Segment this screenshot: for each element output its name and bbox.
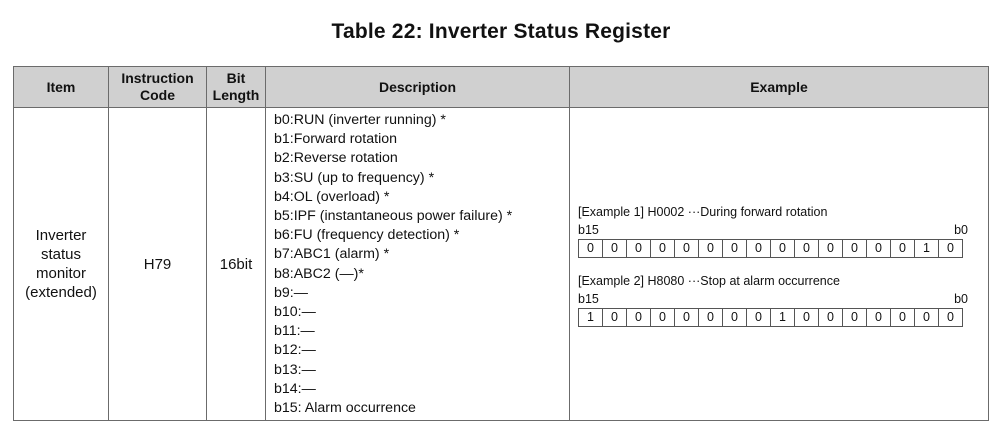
- cell-item: [14, 108, 109, 421]
- header-bit-length: Bit Length: [207, 67, 266, 108]
- example-1-msb-label: b15: [578, 222, 599, 237]
- table-title: Table 22: Inverter Status Register: [331, 20, 671, 43]
- bit-cell: 1: [915, 239, 939, 257]
- example-1-bit-labels: [578, 223, 968, 238]
- bit-cell: 0: [795, 308, 819, 326]
- description-line: b0:RUN (inverter running) *: [274, 112, 446, 128]
- description-line: b10:—: [274, 304, 316, 321]
- header-example: Example: [570, 67, 989, 108]
- bit-cell: 0: [915, 308, 939, 326]
- description-line: b12:—: [274, 342, 316, 359]
- example-2-bit-grid: [578, 308, 963, 327]
- example-1-lsb-label: b0: [954, 222, 968, 237]
- bit-cell: 0: [867, 239, 891, 257]
- example-2-bit-labels: [578, 292, 968, 307]
- bit-cell: 0: [651, 239, 675, 257]
- bit-cell: 0: [843, 308, 867, 326]
- example-2: [578, 273, 982, 327]
- bit-cell: 1: [771, 308, 795, 326]
- bit-cell: 0: [603, 239, 627, 257]
- bit-cell: 0: [819, 308, 843, 326]
- header-item: Item: [14, 67, 109, 108]
- description-line: b9:—: [274, 284, 308, 301]
- bit-cell: 0: [699, 308, 723, 326]
- bit-cell: 0: [819, 239, 843, 257]
- header-instruction-code: Instruction Code: [109, 67, 207, 108]
- bit-cell: 0: [603, 308, 627, 326]
- description-line: b1:Forward rotation: [274, 131, 398, 148]
- bit-cell: 0: [699, 239, 723, 257]
- bit-cell: 0: [867, 308, 891, 326]
- bit-cell: 1: [579, 308, 603, 326]
- inverter-status-register-table: [13, 66, 989, 421]
- description-line: b15: Alarm occurrence: [274, 400, 416, 417]
- header-description: Description: [266, 67, 570, 108]
- description-line: b6:FU (frequency detection) *: [274, 227, 460, 244]
- bit-cell: 0: [891, 239, 915, 257]
- description-line: b4:OL (overload) *: [274, 188, 390, 205]
- bit-cell: 0: [627, 239, 651, 257]
- description-line: b3:SU (up to frequency) *: [274, 169, 435, 186]
- description-line: b13:—: [274, 361, 316, 378]
- bit-cell: 0: [771, 239, 795, 257]
- bit-cell: 0: [651, 308, 675, 326]
- description-line: b11:—: [274, 323, 315, 340]
- bit-cell: 0: [843, 239, 867, 257]
- description-line: b2:Reverse rotation: [274, 150, 398, 167]
- bit-cell: 0: [675, 308, 699, 326]
- bit-cell: 0: [627, 308, 651, 326]
- bit-cell: 0: [675, 239, 699, 257]
- bit-cell: 0: [747, 239, 771, 257]
- example-1-bit-row: [579, 239, 963, 257]
- bit-cell: 0: [723, 239, 747, 257]
- bit-cell: 0: [723, 308, 747, 326]
- description-list: [274, 111, 564, 418]
- description-line: b7:ABC1 (alarm) *: [274, 246, 390, 263]
- item-text: Inverter status monitor (extended): [25, 227, 97, 302]
- example-2-msb-label: b15: [578, 291, 599, 306]
- example-2-caption: [Example 2] H8080 ···Stop at alarm occurrence: [578, 273, 840, 288]
- example-1: [578, 204, 982, 258]
- example-1-bit-grid: [578, 239, 963, 258]
- cell-example: [570, 108, 989, 421]
- bit-cell: 0: [891, 308, 915, 326]
- example-2-bit-row: [579, 308, 963, 326]
- header-row: [14, 67, 989, 108]
- description-line: b5:IPF (instantaneous power failure) *: [274, 208, 513, 225]
- example-1-caption: [Example 1] H0002 ···During forward rotation: [578, 204, 828, 219]
- cell-description: [266, 108, 570, 421]
- description-line: b8:ABC2 (—)*: [274, 265, 364, 282]
- cell-bit-length: 16bit: [207, 108, 266, 421]
- bit-cell: 0: [747, 308, 771, 326]
- bit-cell: 0: [939, 308, 963, 326]
- table-row: [14, 108, 989, 421]
- bit-cell: 0: [579, 239, 603, 257]
- bit-cell: 0: [795, 239, 819, 257]
- example-2-lsb-label: b0: [954, 291, 968, 306]
- cell-instruction-code: H79: [109, 108, 207, 421]
- description-line: b14:—: [274, 380, 316, 397]
- bit-cell: 0: [939, 239, 963, 257]
